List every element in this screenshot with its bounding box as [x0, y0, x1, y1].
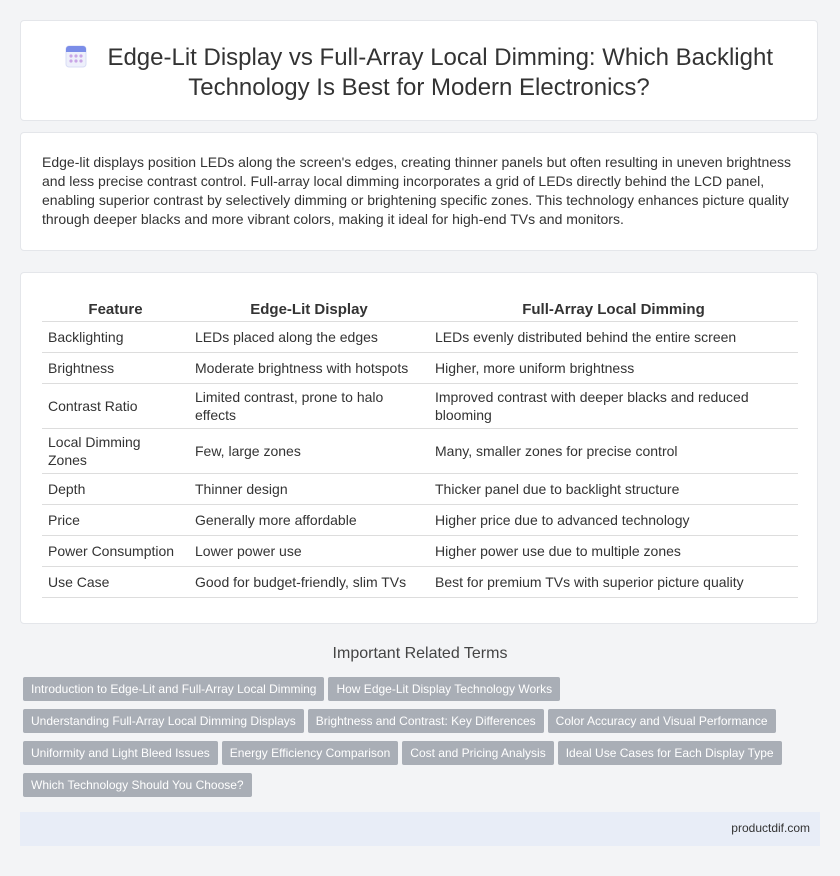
header-card	[20, 20, 818, 121]
related-terms-list	[23, 677, 813, 805]
full-array-cell: Higher, more uniform brightness	[429, 353, 798, 384]
feature-cell: Depth	[42, 474, 189, 505]
page-title: Edge-Lit Display vs Full-Array Local Dimming: Which Backlight Technology Is Best for Modern Electronics?	[107, 44, 773, 101]
title-wrap	[21, 43, 817, 103]
table-row	[42, 505, 798, 536]
related-term-tag[interactable]: Uniformity and Light Bleed Issues	[23, 741, 218, 765]
related-term-tag[interactable]: Introduction to Edge-Lit and Full-Array Local Dimming	[23, 677, 324, 701]
table-row	[42, 429, 798, 474]
related-term-tag[interactable]: Color Accuracy and Visual Performance	[548, 709, 776, 733]
table-row	[42, 353, 798, 384]
feature-cell: Price	[42, 505, 189, 536]
full-array-cell: Best for premium TVs with superior picture quality	[429, 567, 798, 598]
footer-site-link[interactable]: productdif.com	[731, 821, 810, 835]
feature-cell: Local Dimming Zones	[42, 429, 189, 474]
comparison-table	[42, 297, 798, 598]
feature-cell: Use Case	[42, 567, 189, 598]
related-term-tag[interactable]: Energy Efficiency Comparison	[222, 741, 399, 765]
edge-lit-cell: Thinner design	[189, 474, 429, 505]
header-full-array: Full-Array Local Dimming	[429, 297, 798, 322]
full-array-cell: Higher power use due to multiple zones	[429, 536, 798, 567]
edge-lit-cell: LEDs placed along the edges	[189, 322, 429, 353]
calendar-grid-icon	[65, 44, 87, 68]
full-array-cell: LEDs evenly distributed behind the entire screen	[429, 322, 798, 353]
edge-lit-cell: Moderate brightness with hotspots	[189, 353, 429, 384]
feature-cell: Contrast Ratio	[42, 384, 189, 429]
edge-lit-cell: Few, large zones	[189, 429, 429, 474]
table-row	[42, 474, 798, 505]
full-array-cell: Higher price due to advanced technology	[429, 505, 798, 536]
related-term-tag[interactable]: Brightness and Contrast: Key Differences	[308, 709, 544, 733]
edge-lit-cell: Limited contrast, prone to halo effects	[189, 384, 429, 429]
edge-lit-cell: Generally more affordable	[189, 505, 429, 536]
table-header-row	[42, 297, 798, 322]
header-edge-lit: Edge-Lit Display	[189, 297, 429, 322]
edge-lit-cell: Lower power use	[189, 536, 429, 567]
related-term-tag[interactable]: How Edge-Lit Display Technology Works	[328, 677, 560, 701]
table-row	[42, 567, 798, 598]
related-term-tag[interactable]: Ideal Use Cases for Each Display Type	[558, 741, 782, 765]
table-row	[42, 536, 798, 567]
related-term-tag[interactable]: Understanding Full-Array Local Dimming Displays	[23, 709, 304, 733]
related-term-tag[interactable]: Which Technology Should You Choose?	[23, 773, 252, 797]
intro-paragraph: Edge-lit displays position LEDs along the screen's edges, creating thinner panels but often resulting in uneven brightness and less precise contrast control. Full-array local dimming incorporates a grid of LEDs directly behind the LCD panel, enabling superior contrast by selectively dimming or brightening specific zones. This technology enhances picture quality through deeper blacks and more vibrant colors, making it ideal for high-end TVs and monitors.	[42, 154, 792, 227]
related-term-tag[interactable]: Cost and Pricing Analysis	[402, 741, 553, 765]
table-row	[42, 322, 798, 353]
comparison-table-card	[20, 272, 818, 624]
full-array-cell: Thicker panel due to backlight structure	[429, 474, 798, 505]
feature-cell: Backlighting	[42, 322, 189, 353]
intro-card	[20, 132, 818, 251]
feature-cell: Power Consumption	[42, 536, 189, 567]
full-array-cell: Improved contrast with deeper blacks and reduced blooming	[429, 384, 798, 429]
related-terms-title: Important Related Terms	[332, 645, 508, 662]
full-array-cell: Many, smaller zones for precise control	[429, 429, 798, 474]
feature-cell: Brightness	[42, 353, 189, 384]
header-feature: Feature	[42, 297, 189, 322]
footer	[20, 812, 820, 846]
edge-lit-cell: Good for budget-friendly, slim TVs	[189, 567, 429, 598]
table-row	[42, 384, 798, 429]
